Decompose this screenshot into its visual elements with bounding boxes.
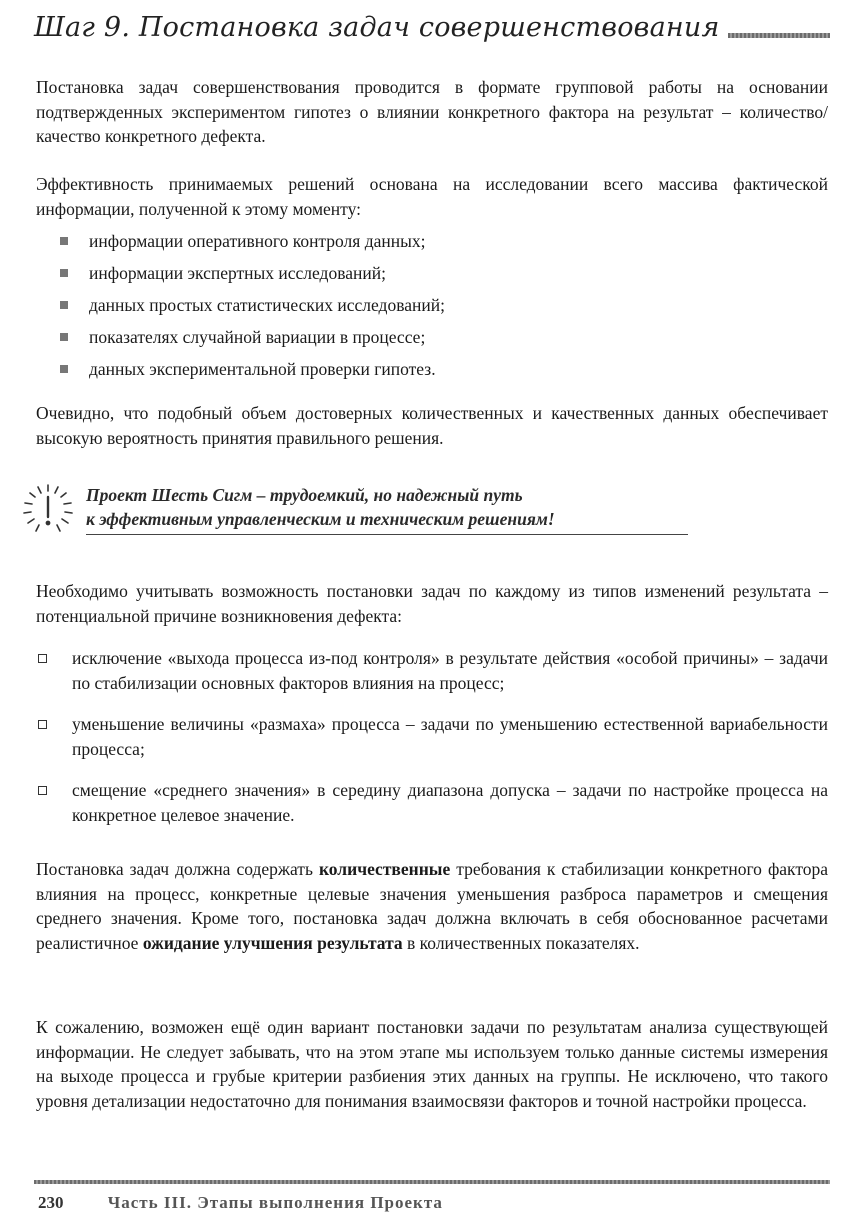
square-bullet-icon bbox=[60, 237, 68, 245]
callout-text bbox=[86, 483, 688, 535]
list-item: данных экспериментальной проверки гипотез. bbox=[60, 353, 820, 385]
emphasis-quantitative: количественные bbox=[318, 859, 451, 879]
types-paragraph: Необходимо учитывать возможность постановки задач по каждому из типов изменений результата – потенциальной причине возникновения дефекта: bbox=[36, 581, 828, 626]
square-bullet-icon bbox=[60, 333, 68, 341]
change-types-list bbox=[36, 646, 828, 844]
running-title: Часть III. Этапы выполнения Проекта bbox=[107, 1193, 443, 1212]
tip-callout bbox=[20, 483, 690, 541]
footer-divider bbox=[34, 1180, 830, 1184]
section-heading: Шаг 9. Постановка задач совершенствования bbox=[34, 12, 720, 43]
intro-paragraph-1: Постановка задач совершенствования проводится в формате групповой работы на основании подтвержденных экспериментом гипотез о влиянии конкретного фактора на результат – количество/качество конкретного дефекта. bbox=[36, 77, 828, 146]
final-paragraph: К сожалению, возможен ещё один вариант постановки задачи по результатам анализа существующей информации. Не следует забывать, что на этом этапе мы используем только данные системы измерения на выходе процесса и грубые критерии разбиения этих данных на группы. Не исключено, что такого уровня детализации недостаточно для понимания взаимосвязи факторов и точной настройки процесса. bbox=[36, 1017, 828, 1111]
list-item: информации оперативного контроля данных; bbox=[60, 225, 820, 257]
requirements-paragraph: Постановка задач должна содержать количественные требования к стабилизации конкретного фактора влияния на процесс, конкретные целевые значения уменьшения разброса параметров и смещения среднего значения. Кроме того, постановка задач должна включать в себя обоснованное расчетами реалистичное ожидание улучшения результата в количественных показателях. bbox=[36, 859, 829, 953]
square-bullet-icon bbox=[60, 269, 68, 277]
intro-paragraph-2: Эффективность принимаемых решений основана на исследовании всего массива фактической информации, полученной к этому моменту: bbox=[36, 174, 828, 219]
list-item: данных простых статистических исследований; bbox=[60, 289, 820, 321]
checkbox-bullet-icon bbox=[38, 786, 47, 795]
checkbox-bullet-icon bbox=[38, 654, 47, 663]
checkbox-bullet-icon bbox=[38, 720, 47, 729]
info-sources-list bbox=[60, 225, 820, 385]
list-item: смещение «среднего значения» в середину диапазона допуска – задачи по настройке процесса на конкретное целевое значение. bbox=[36, 778, 828, 827]
heading-divider bbox=[728, 33, 830, 38]
list-item: уменьшение величины «размаха» процесса – задачи по уменьшению естественной вариабельности процесса; bbox=[36, 712, 828, 761]
conclusion-paragraph: Очевидно, что подобный объем достоверных количественных и качественных данных обеспечивает высокую вероятность принятия правильного решения. bbox=[36, 403, 828, 448]
emphasis-expectation: ожидание улучшения результата bbox=[142, 932, 403, 953]
lightbulb-icon bbox=[20, 483, 76, 535]
callout-line-2: к эффективным управленческим и техническим решениям! bbox=[86, 509, 555, 529]
page-footer bbox=[38, 1193, 443, 1213]
list-item: показателях случайной вариации в процессе; bbox=[60, 321, 820, 353]
square-bullet-icon bbox=[60, 301, 68, 309]
square-bullet-icon bbox=[60, 365, 68, 373]
list-item: информации экспертных исследований; bbox=[60, 257, 820, 289]
page-number: 230 bbox=[38, 1193, 64, 1212]
list-item: исключение «выхода процесса из-под контроля» в результате действия «особой причины» – задачи по стабилизации основных факторов влияния на процесс; bbox=[36, 646, 828, 695]
section-heading-row bbox=[34, 10, 830, 46]
callout-line-1: Проект Шесть Сигм – трудоемкий, но надежный путь bbox=[86, 485, 523, 505]
